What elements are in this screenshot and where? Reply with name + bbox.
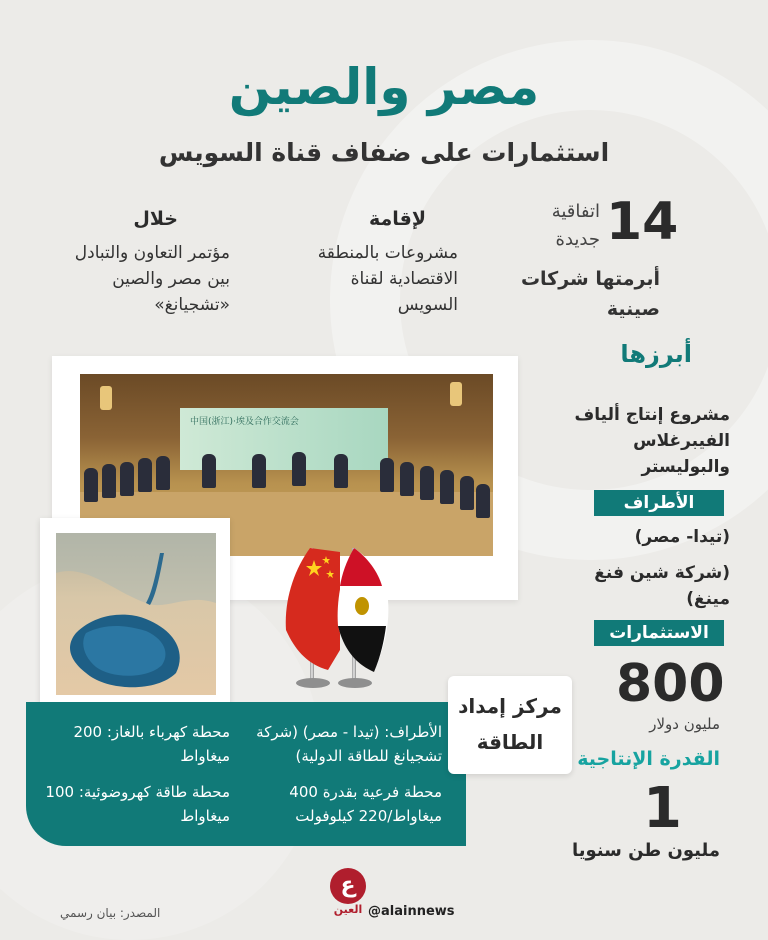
location-text: مشروعات بالمنطقة الاقتصادية لقناة السويس xyxy=(317,243,458,315)
energy-hub-gas-plant: محطة كهرباء بالغاز: 200 ميغاواط xyxy=(73,723,230,765)
capacity-heading: القدرة الإنتاجية xyxy=(577,748,720,770)
agreements-count: 14 xyxy=(606,192,679,252)
investments-value: 800 xyxy=(616,654,725,714)
delegate xyxy=(380,458,394,492)
chandelier-right xyxy=(450,382,462,406)
delegate xyxy=(440,470,454,504)
during-text: مؤتمر التعاون والتبادل بين مصر والصين «تشجيانغ» xyxy=(74,243,230,315)
suez-canal-aerial-photo xyxy=(56,533,216,695)
investments-unit: مليون دولار xyxy=(649,715,720,733)
signed-by-text: أبرمتها شركات صينية xyxy=(520,268,660,320)
alain-logo-word: العين xyxy=(333,903,363,916)
energy-hub-parties: الأطراف: (تيدا - مصر) (شركة تشجيانغ للطاقة الدولية) xyxy=(256,723,442,765)
delegate xyxy=(156,456,170,490)
delegate xyxy=(84,468,98,502)
party-teda-egypt: (تيدا- مصر) xyxy=(634,527,730,547)
egypt-eagle-icon xyxy=(355,597,369,615)
delegate xyxy=(476,484,490,518)
delegate xyxy=(460,476,474,510)
energy-hub-hydro-plant: محطة طاقة كهروضوئية: 100 ميغاواط xyxy=(45,783,230,825)
page-title: مصر والصين xyxy=(228,58,540,116)
delegate xyxy=(120,462,134,496)
delegate xyxy=(252,454,266,488)
egypt-flag-black-band xyxy=(338,626,386,672)
parties-heading: الأطراف xyxy=(594,490,724,516)
delegate xyxy=(202,454,216,488)
delegate xyxy=(400,462,414,496)
capacity-unit: مليون طن سنويا xyxy=(571,840,720,861)
highlights-heading: أبرزها xyxy=(620,340,692,368)
party-xinfengming: (شركة شين فنغ مينغ) xyxy=(594,563,730,609)
delegate xyxy=(102,464,116,498)
flags-illustration xyxy=(284,530,392,680)
social-handle: @alainnews xyxy=(368,904,455,919)
energy-hub-title xyxy=(448,688,572,760)
page-subtitle: استثمارات على ضفاف قناة السويس xyxy=(158,138,610,167)
investments-heading: الاستثمارات xyxy=(594,620,724,646)
alain-logo-icon: ع xyxy=(330,868,366,904)
energy-hub-substation: محطة فرعية بقدرة 400 ميغاواط/220 كيلوفولت xyxy=(289,783,442,825)
delegate xyxy=(292,452,306,486)
location-heading: لإقامة xyxy=(368,208,426,230)
agreements-label: اتفاقية xyxy=(551,201,600,222)
energy-hub-title-line2: الطاقة xyxy=(476,730,544,754)
agreements-label-new: جديدة xyxy=(555,229,600,250)
energy-hub-title-line1: مركز إمداد xyxy=(458,694,562,718)
during-heading: خلال xyxy=(133,208,178,230)
delegate xyxy=(334,454,348,488)
conference-screen-text: 中国(浙江)·埃及合作交流会 xyxy=(190,417,299,427)
egypt-flag-red-band xyxy=(340,548,382,586)
chandelier-left xyxy=(100,386,112,410)
delegate xyxy=(420,466,434,500)
source-text: المصدر: بيان رسمي xyxy=(60,906,161,920)
project-text: مشروع إنتاج ألياف الفيبرغلاس والبوليستر xyxy=(574,405,730,477)
capacity-value: 1 xyxy=(643,776,682,841)
delegate xyxy=(138,458,152,492)
